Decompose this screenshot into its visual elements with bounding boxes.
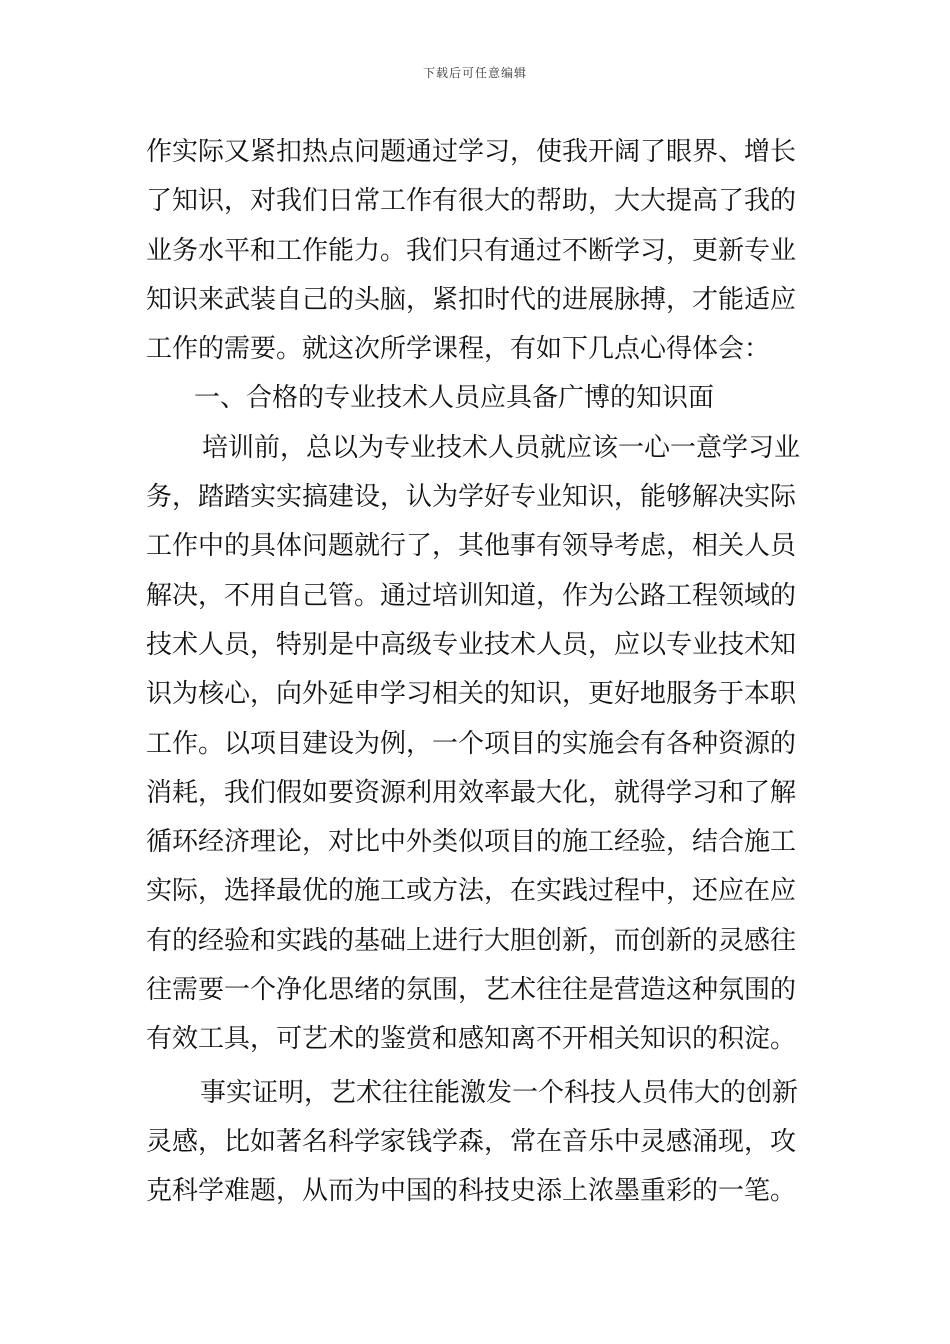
text-line: 消耗，我们假如要资源利用效率最大化，就得学习和了解: [146, 777, 797, 808]
page-header: 下载后可任意编辑: [422, 66, 527, 80]
text-line: 工作。以项目建设为例，一个项目的实施会有各种资源的: [146, 728, 797, 759]
text-line: 往需要一个净化思绪的氛围，艺术往往是营造这种氛围的: [146, 975, 797, 1006]
section-heading: 一、合格的专业技术人员应具备广博的知识面: [194, 383, 715, 414]
text-line: 工作的需要。就这次所学课程，有如下几点心得体会：: [146, 334, 771, 365]
text-line: 务，踏踏实实搞建设，认为学好专业知识，能够解决实际: [146, 482, 797, 513]
text-line: 了知识，对我们日常工作有很大的帮助，大大提高了我的: [146, 186, 797, 217]
text-line: 有效工具，可艺术的鉴赏和感知离不开相关知识的积淀。: [146, 1024, 797, 1055]
text-line: 知识来武装自己的头脑，紧扣时代的进展脉搏，才能适应: [146, 284, 797, 315]
text-line: 培训前，总以为专业技术人员就应该一心一意学习业: [202, 432, 801, 463]
text-line: 克科学难题，从而为中国的科技史添上浓墨重彩的一笔。: [146, 1176, 797, 1207]
text-line: 灵感，比如著名科学家钱学森，常在音乐中灵感涌现，攻: [146, 1126, 797, 1157]
text-line: 解决，不用自己管。通过培训知道，作为公路工程领域的: [146, 580, 797, 611]
text-line: 作实际又紧扣热点问题通过学习，使我开阔了眼界、增长: [146, 137, 797, 167]
text-line: 循环经济理论，对比中外类似项目的施工经验，结合施工: [146, 827, 797, 858]
text-line: 实际，选择最优的施工或方法，在实践过程中，还应在应: [146, 876, 797, 907]
text-line: 业务水平和工作能力。我们只有通过不断学习，更新专业: [146, 235, 797, 266]
text-line: 技术人员，特别是中高级专业技术人员，应以专业技术知: [146, 629, 797, 660]
text-line: 工作中的具体问题就行了，其他事有领导考虑，相关人员: [146, 531, 797, 562]
text-line: 事实证明，艺术往往能激发一个科技人员伟大的创新: [200, 1077, 799, 1108]
text-line: 识为核心，向外延申学习相关的知识，更好地服务于本职: [146, 679, 797, 710]
body-text: [146, 128, 806, 1217]
text-line: 有的经验和实践的基础上进行大胆创新，而创新的灵感往: [146, 925, 797, 956]
